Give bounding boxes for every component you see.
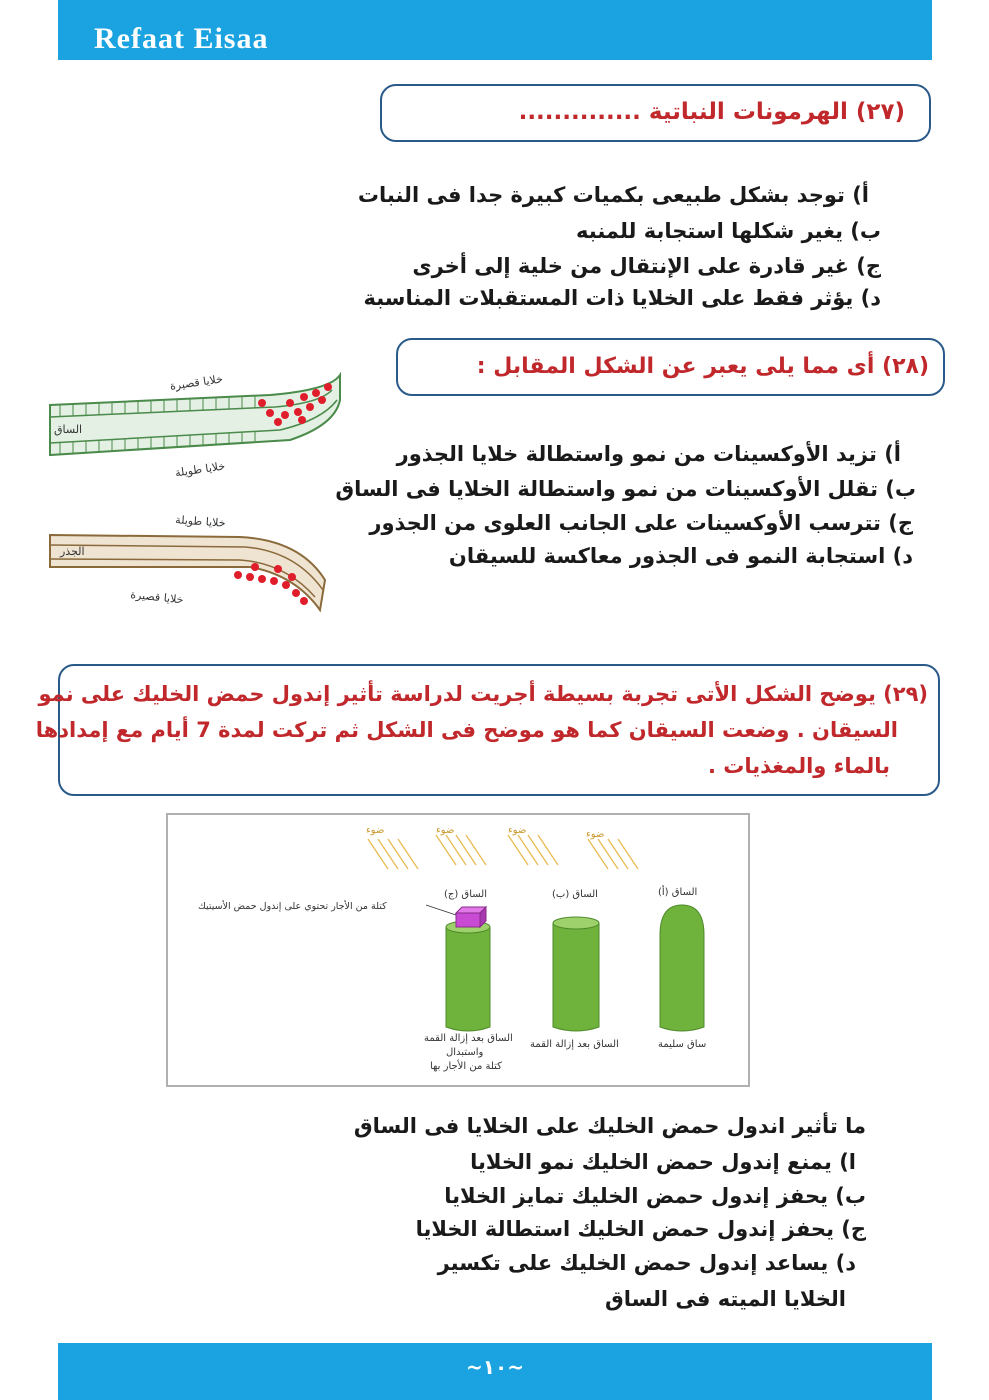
auxin-dot [270,577,278,585]
stem-b-caption: الساق بعد إزالة القمة [530,1039,619,1050]
stem-side-label: الساق [54,423,83,436]
auxin-dot [246,573,254,581]
stem-c-caption-2: واستبدال [446,1047,484,1058]
q29-prompt-line-1: (٢٩) يوضح الشكل الأتى تجربة بسيطة أجريت لدراسة تأثير إندول حمض الخليك على نمو [38,682,928,706]
auxin-dot [258,399,266,407]
q29-option-a[interactable]: ا) يمنع إندول حمض الخليك نمو الخلايا [470,1150,856,1174]
page-number: ~١٠~ [466,1355,524,1379]
auxin-dot [294,408,302,416]
auxin-dot [298,416,306,424]
auxin-dot [251,563,259,571]
stem-a-caption: ساق سليمة [658,1039,707,1050]
q29-option-c[interactable]: ج) يحفز إندول حمض الخليك استطالة الخلايا [415,1217,866,1241]
q29-prompt-box [35,664,940,796]
stem-c [198,889,513,1072]
q27-prompt: (٢٧) الهرمونات النباتية .............. [518,99,905,125]
stem-a [658,885,706,1050]
q27-option-b[interactable]: ب) يغير شكلها استجابة للمنبه [576,219,881,243]
q29-figure [166,813,750,1087]
q28-option-d[interactable]: د) استجابة النمو فى الجذور معاكسة للسيقان [448,544,913,568]
q29-option-b[interactable]: ب) يحفز إندول حمض الخليك تمايز الخلايا [444,1184,866,1208]
agar-label: كتلة من الأجار تحتوي على إندول حمض الأسيتيك [198,901,387,912]
stem-c-label: الساق (ج) [444,889,487,900]
stem-diagram [50,372,340,479]
auxin-dot [274,565,282,573]
light-label: ضوء [366,825,385,836]
auxin-dot [318,396,326,404]
q28-option-a[interactable]: أ) تزيد الأوكسينات من نمو واستطالة خلايا الجذور [396,442,901,466]
stem-b [530,889,619,1050]
header-title: Refaat Eisaa [94,22,269,55]
root-bottom-label: خلايا قصيرة [129,587,185,607]
q27-prompt-box [380,84,931,142]
q27-option-d[interactable]: د) يؤثر فقط على الخلايا ذات المستقبلات المناسبة [363,286,881,310]
auxin-dot [281,411,289,419]
auxin-dot [286,399,294,407]
auxin-dot [274,418,282,426]
auxin-dot [324,383,332,391]
agar-block [456,907,486,927]
q28-figure [40,355,360,625]
q28-prompt-box [396,338,945,396]
auxin-dot [282,581,290,589]
auxin-dot [234,571,242,579]
stem-top-label: خلايا قصيرة [169,372,224,393]
q28-option-c[interactable]: ج) تترسب الأوكسينات على الجانب العلوى من الجذور [369,511,913,535]
stem-c-caption-1: الساق بعد إزالة القمة [424,1033,513,1044]
auxin-dot [292,589,300,597]
q28-prompt: (٢٨) أى مما يلى يعبر عن الشكل المقابل : [476,354,929,379]
auxin-dot [266,409,274,417]
light-rays [368,835,638,869]
q28-option-b[interactable]: ب) تقلل الأوكسينات من نمو واستطالة الخلايا فى الساق [335,477,916,501]
auxin-dot [258,575,266,583]
auxin-dot [300,597,308,605]
auxin-dot [306,403,314,411]
auxin-dot [288,573,296,581]
q27-option-a[interactable]: أ) توجد بشكل طبيعى بكميات كبيرة جدا فى النبات [357,183,869,207]
auxin-dot [312,389,320,397]
stem-bottom-label: خلايا طويلة [174,459,226,480]
auxin-dot [300,393,308,401]
stem-a-label: الساق (أ) [658,887,698,898]
root-diagram [50,513,325,610]
q29-prompt-line-2: السيقان . وضعت السيقان كما هو موضح فى الشكل ثم تركت لمدة 7 أيام مع إمدادها [35,718,898,742]
stem-c-caption-3: كتلة من الأجار بها [430,1061,502,1072]
q29-option-d[interactable]: د) يساعد إندول حمض الخليك على تكسير [437,1251,856,1275]
light-label: ضوء [508,825,527,836]
stem-b-label: الساق (ب) [552,889,598,900]
root-top-label: خلايا طويلة [174,513,226,530]
q29-question: ما تأثير اندول حمض الخليك على الخلايا فى الساق [353,1114,866,1138]
light-label: ضوء [586,829,605,840]
q29-option-d-continuation: الخلايا الميته فى الساق [604,1287,846,1311]
q27-option-c[interactable]: ج) غير قادرة على الإنتقال من خلية إلى أخرى [412,254,881,278]
root-side-label: الجذر [60,545,85,558]
footer-bar [58,1343,932,1400]
light-label: ضوء [436,825,455,836]
q29-prompt-line-3: بالماء والمغذيات . [707,754,890,778]
